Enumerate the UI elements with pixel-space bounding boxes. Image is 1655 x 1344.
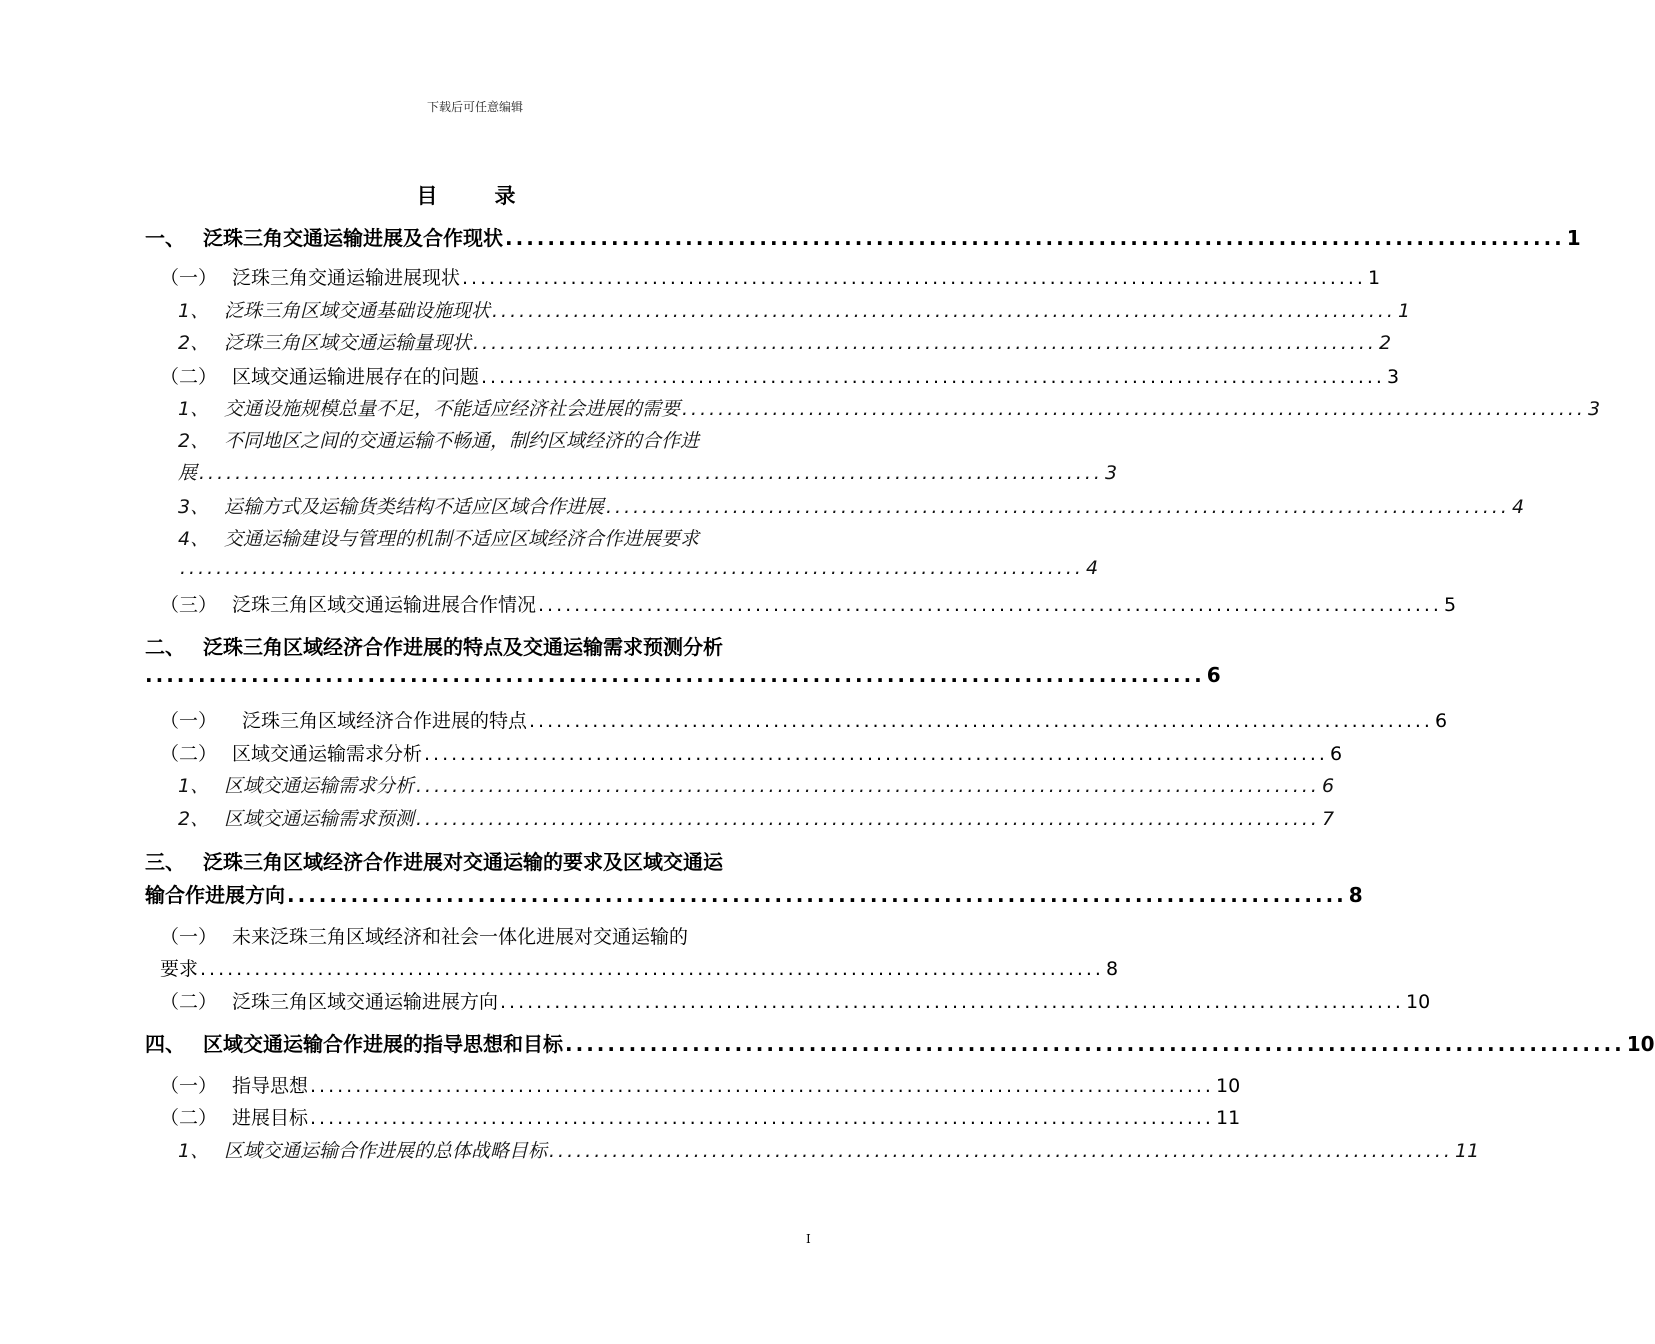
toc-entry-page: 3	[1386, 366, 1400, 388]
toc-entry-level1-line2[interactable]	[145, 663, 1221, 687]
toc-entry-number: 三、	[145, 850, 185, 874]
toc-leader-dots: ....................................................................................................	[565, 1032, 1625, 1056]
toc-entry-number: （一）	[160, 1075, 218, 1097]
toc-title: 目 录	[416, 184, 534, 208]
toc-entry-level3-line2[interactable]	[178, 458, 1118, 485]
toc-leader-dots: ....................................................................................................	[200, 958, 1104, 980]
toc-entry-page: 7	[1321, 808, 1335, 830]
toc-entry-text: 区域交通运输合作进展的总体战略目标	[224, 1140, 548, 1162]
toc-entry-level3-line1[interactable]	[178, 426, 699, 453]
toc-entry-text-continued: 要求	[160, 958, 199, 980]
toc-entry-level1[interactable]	[145, 1028, 1655, 1057]
toc-leader-dots: ....................................................................................................	[424, 743, 1328, 765]
toc-entry-page: 6	[1434, 710, 1448, 732]
toc-entry-page: 2	[1378, 332, 1392, 354]
toc-entry-text: 区域交通运输需求分析	[232, 743, 423, 765]
toc-entry-text: 区域交通运输需求分析	[224, 775, 415, 797]
toc-entry-number: 1、	[178, 1140, 210, 1162]
toc-entry-page: 8	[1348, 883, 1363, 907]
toc-entry-level3-line1[interactable]	[178, 524, 699, 551]
toc-entry-level3-line2[interactable]	[178, 557, 1099, 579]
toc-entry-level2[interactable]	[160, 263, 1381, 290]
toc-leader-dots: ....................................................................................................	[606, 496, 1510, 518]
toc-entry-page: 6	[1206, 663, 1221, 687]
toc-entry-page: 11	[1454, 1140, 1480, 1162]
toc-entry-level1-line1[interactable]	[145, 846, 723, 875]
toc-entry-level3[interactable]	[178, 328, 1392, 355]
toc-entry-level1-line1[interactable]	[145, 631, 723, 660]
toc-entry-page: 3	[1104, 462, 1118, 484]
toc-entry-number: （三）	[160, 594, 218, 616]
toc-entry-text-continued: 输合作进展方向	[145, 883, 285, 907]
toc-entry-number: 1、	[178, 300, 210, 322]
toc-entry-number: 1、	[178, 775, 210, 797]
toc-entry-page: 10	[1626, 1032, 1655, 1056]
toc-leader-dots: ....................................................................................................	[180, 557, 1084, 579]
toc-entry-level3[interactable]	[178, 1136, 1480, 1163]
toc-entry-text: 泛珠三角区域经济合作进展的特点及交通运输需求预测分析	[203, 635, 723, 659]
toc-entry-number: 2、	[178, 430, 210, 452]
toc-entry-text: 泛珠三角区域交通运输进展合作情况	[232, 594, 537, 616]
toc-entry-number: 4、	[178, 528, 210, 550]
toc-entry-text-continued: 展	[178, 462, 198, 484]
toc-leader-dots: ....................................................................................................	[549, 1140, 1453, 1162]
toc-entry-text: 泛珠三角交通运输进展现状	[232, 267, 461, 289]
toc-entry-level1[interactable]	[145, 222, 1581, 251]
toc-entry-level2[interactable]	[160, 1071, 1241, 1098]
toc-entry-number: （二）	[160, 743, 218, 765]
toc-entry-page: 1	[1566, 226, 1581, 250]
toc-leader-dots: ....................................................................................................	[481, 366, 1385, 388]
toc-entry-text: 泛珠三角区域交通运输进展方向	[232, 991, 499, 1013]
toc-entry-text: 泛珠三角区域交通运输量现状	[224, 332, 472, 354]
toc-entry-page: 4	[1085, 557, 1099, 579]
toc-entry-text: 区域交通运输合作进展的指导思想和目标	[203, 1032, 563, 1056]
toc-entry-level2-line2[interactable]	[160, 954, 1119, 981]
toc-leader-dots: ....................................................................................................	[682, 398, 1586, 420]
toc-entry-text: 交通运输建设与管理的机制不适应区域经济合作进展要求	[224, 528, 700, 550]
toc-entry-level3[interactable]	[178, 296, 1411, 323]
toc-leader-dots: ....................................................................................................	[505, 226, 1565, 250]
toc-entry-page: 8	[1105, 958, 1119, 980]
toc-entry-number: 2、	[178, 332, 210, 354]
toc-entry-text: 区域交通运输进展存在的问题	[232, 366, 480, 388]
toc-entry-level2[interactable]	[160, 1103, 1241, 1130]
toc-entry-page: 1	[1367, 267, 1381, 289]
toc-entry-number: 一、	[145, 226, 185, 250]
toc-entry-page: 6	[1321, 775, 1335, 797]
toc-entry-text: 区域交通运输需求预测	[224, 808, 415, 830]
toc-entry-level3[interactable]	[178, 771, 1335, 798]
toc-entry-text: 泛珠三角交通运输进展及合作现状	[203, 226, 503, 250]
toc-leader-dots: ....................................................................................................	[492, 300, 1396, 322]
toc-entry-level3[interactable]	[178, 804, 1335, 831]
toc-entry-text: 泛珠三角区域经济合作进展对交通运输的要求及区域交通运	[203, 850, 723, 874]
toc-leader-dots: ....................................................................................................	[145, 663, 1205, 687]
toc-entry-number: （一）	[160, 926, 218, 948]
toc-entry-text: 未来泛珠三角区域经济和社会一体化进展对交通运输的	[232, 926, 689, 948]
toc-entry-text: 泛珠三角区域交通基础设施现状	[224, 300, 491, 322]
toc-leader-dots: ....................................................................................................	[287, 883, 1347, 907]
toc-entry-text: 泛珠三角区域经济合作进展的特点	[242, 710, 528, 732]
toc-leader-dots: ....................................................................................................	[310, 1107, 1214, 1129]
toc-entry-number: （一）	[160, 267, 218, 289]
toc-leader-dots: ....................................................................................................	[416, 775, 1320, 797]
toc-entry-page: 10	[1405, 991, 1431, 1013]
toc-leader-dots: ....................................................................................................	[473, 332, 1377, 354]
page-header: 下载后可任意编辑	[426, 100, 523, 114]
toc-entry-level2[interactable]	[160, 362, 1400, 389]
toc-leader-dots: ....................................................................................................	[462, 267, 1366, 289]
toc-leader-dots: ....................................................................................................	[538, 594, 1442, 616]
toc-entry-level2[interactable]	[160, 706, 1448, 733]
toc-entry-level2[interactable]	[160, 590, 1457, 617]
toc-entry-number: 2、	[178, 808, 210, 830]
toc-entry-level1-line2[interactable]	[145, 879, 1363, 908]
toc-entry-text: 运输方式及运输货类结构不适应区域合作进展	[224, 496, 605, 518]
toc-entry-number: （二）	[160, 991, 218, 1013]
toc-entry-number: （二）	[160, 366, 218, 388]
toc-leader-dots: ....................................................................................................	[529, 710, 1433, 732]
toc-leader-dots: ....................................................................................................	[416, 808, 1320, 830]
toc-entry-level3[interactable]	[178, 394, 1601, 421]
toc-entry-level2-line1[interactable]	[160, 922, 688, 949]
toc-entry-page: 5	[1443, 594, 1457, 616]
toc-entry-page: 11	[1215, 1107, 1241, 1129]
toc-entry-number: 1、	[178, 398, 210, 420]
toc-entry-page: 4	[1511, 496, 1525, 518]
toc-entry-text: 指导思想	[232, 1075, 309, 1097]
toc-entry-text: 进展目标	[232, 1107, 309, 1129]
toc-entry-level2[interactable]	[160, 739, 1343, 766]
toc-leader-dots: ....................................................................................................	[199, 462, 1103, 484]
toc-leader-dots: ....................................................................................................	[310, 1075, 1214, 1097]
toc-entry-text: 不同地区之间的交通运输不畅通，制约区域经济的合作进	[224, 430, 700, 452]
toc-entry-page: 3	[1587, 398, 1601, 420]
toc-entry-number: （二）	[160, 1107, 218, 1129]
toc-entry-text: 交通设施规模总量不足，不能适应经济社会进展的需要	[224, 398, 681, 420]
page-number: I	[806, 1232, 811, 1246]
toc-entry-page: 6	[1329, 743, 1343, 765]
toc-entry-number: （一）	[160, 710, 218, 732]
toc-leader-dots: ....................................................................................................	[500, 991, 1404, 1013]
toc-entry-level3[interactable]	[178, 492, 1525, 519]
toc-entry-number: 二、	[145, 635, 185, 659]
toc-entry-page: 1	[1397, 300, 1411, 322]
toc-entry-number: 四、	[145, 1032, 185, 1056]
toc-entry-level2[interactable]	[160, 987, 1431, 1014]
toc-entry-page: 10	[1215, 1075, 1241, 1097]
toc-entry-number: 3、	[178, 496, 210, 518]
